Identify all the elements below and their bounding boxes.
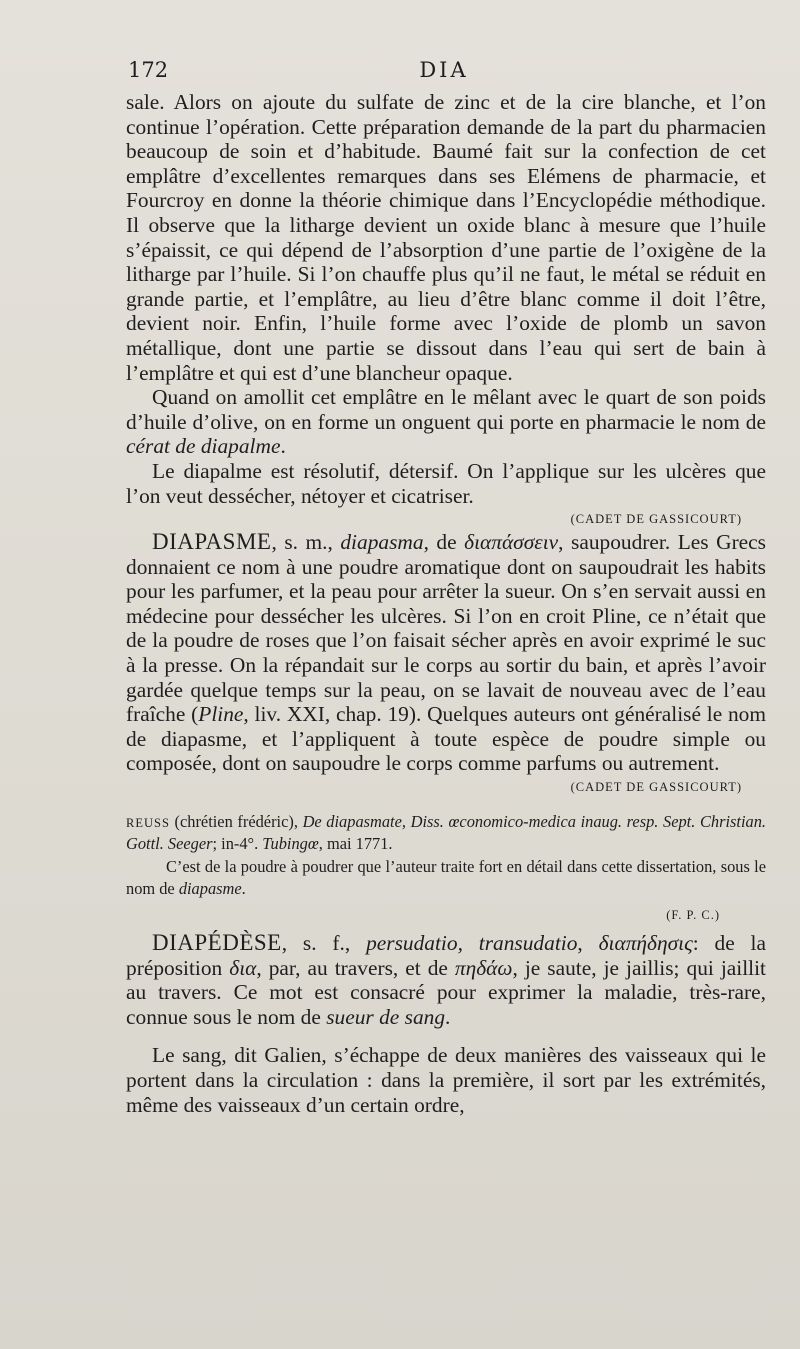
- ref-place: Tubingœ: [262, 833, 319, 853]
- reference-note: [126, 856, 766, 900]
- entry-diapasme: [126, 530, 766, 776]
- entry-text-continued: , liv. XXI, chap. 19). Quelques auteurs ont généralisé le nom de diapasme, et l’appliquent à toute espèce de poudre simple ou composée, dont on saupoudre le corps comme parfums ou autrement.: [126, 702, 766, 776]
- grammar-label: , s. f.,: [281, 931, 367, 956]
- running-title: DIA: [419, 58, 469, 82]
- punctuation: .: [445, 1004, 451, 1029]
- entry-text: , par, au travers, et de: [256, 955, 455, 980]
- ref-imprint: ; in-4°.: [212, 833, 263, 853]
- entry-headword: DIAPASME: [152, 529, 272, 555]
- paragraph-diapalme-continued: sale. Alors on ajoute du sulfate de zinc et de la cire blanche, et l’on continue l’opération. Cette préparation demande de la part du pharmacien beaucoup de soin et d’habitude. Baumé fait sur la confection de cet emplâtre d’excellentes remarques dans ses Elémens de pharmacie, et Fourcroy en donne la théorie chimique dans l’Encyclopédie méthodique. Il observe que la litharge devient un oxide blanc à mesure que l’huile s’épaissit, ce qui dépend de l’absorption d’une partie de l’oxigène de la litharge par l’huile. Si l’on chauffe plus qu’il ne faut, le métal se réduit en grande partie, et l’emplâtre, au lieu d’être blanc comme il doit l’être, devient noir. Enfin, l’huile forme avec l’oxide de plomb un savon métallique, dont une partie se dissout dans l’eau qui sert de bain à l’emplâtre et qui est d’une blancheur opaque.: [126, 90, 766, 385]
- grammar-label: , s. m.,: [271, 530, 341, 555]
- ref-author-names: (chrétien frédéric),: [169, 812, 303, 832]
- citation-italic: Pline: [198, 702, 244, 727]
- page-number: 172: [128, 58, 169, 82]
- separator: ,: [577, 931, 599, 956]
- punctuation: .: [280, 434, 286, 459]
- greek-verb: πηδάω: [454, 955, 513, 980]
- latin-term: persudatio, transudatio: [366, 931, 578, 956]
- ref-date: , mai 1771.: [318, 833, 393, 853]
- note-end: .: [241, 879, 246, 899]
- entry-text: : de la préposition: [126, 931, 766, 980]
- ref-title: De diapasmate, Diss. œconomico-medica inaug. resp. Sept. Christian. Gottl. Seeger: [126, 812, 766, 853]
- author-signature: (CADET DE GASSICOURT): [570, 512, 742, 527]
- note-text: C’est de la poudre à poudrer que l’auteur traite fort en détail dans cette dissertation, sous le nom de: [126, 857, 766, 899]
- term-italic: sueur de sang: [326, 1004, 446, 1029]
- note-italic: diapasme: [178, 879, 242, 899]
- ref-author: REUSS: [126, 816, 170, 831]
- author-signature: (CADET DE GASSICOURT): [570, 780, 742, 795]
- etymology-prefix: , de: [423, 530, 465, 555]
- paragraph-galien: Le sang, dit Galien, s’échappe de deux manières des vaisseaux qui le portent dans la circulation : dans la première, il sort par les extrémités, même des vaisseaux d’un certain ordre,: [126, 1043, 766, 1117]
- entry-headword: DIAPÉDÈSE: [152, 930, 282, 956]
- greek-term: διαπάσσειν: [464, 530, 559, 555]
- entry-diapedese: [126, 931, 766, 1029]
- paragraph-cerat: [126, 385, 766, 459]
- term-italic: cérat de diapalme: [126, 434, 281, 459]
- reference-signature: (F. P. C.): [666, 908, 720, 923]
- page-header: [124, 58, 764, 90]
- greek-term: διαπήδησις: [598, 931, 693, 956]
- bibliography-reference: [126, 812, 766, 854]
- entry-text: , saupoudrer. Les Grecs donnaient ce nom à une poudre aromatique dont on saupoudrait les habits pour les parfumer, et la peau pour arrêter la sueur. On s’en servait aussi en médecine pour dessécher les ulcères. Si l’on en croit Pline, ce n’était que de la poudre de roses que l’on faisait sécher après en avoir exprimé le suc à la presse. On la répandait sur le corps au sortir du bain, et après l’avoir gardée quelque temps sur la peau, on se lavait de nouveau avec de l’eau fraîche (: [126, 530, 766, 727]
- paragraph-properties: Le diapalme est résolutif, détersif. On l’applique sur les ulcères que l’on veut dessécher, nétoyer et cicatriser.: [126, 458, 766, 508]
- greek-prefix: δια: [229, 955, 257, 980]
- latin-term: diapasma: [340, 530, 424, 555]
- page-content: [126, 90, 766, 1117]
- entry-text: , je saute, je jaillis; qui jaillit au travers. Ce mot est consacré pour exprimer la maladie, très-rare, connue sous le nom de: [126, 955, 766, 1029]
- paragraph-text: Quand on amollit cet emplâtre en le mêlant avec le quart de son poids d’huile d’olive, on en forme un onguent qui porte en pharmacie le nom de: [126, 385, 766, 434]
